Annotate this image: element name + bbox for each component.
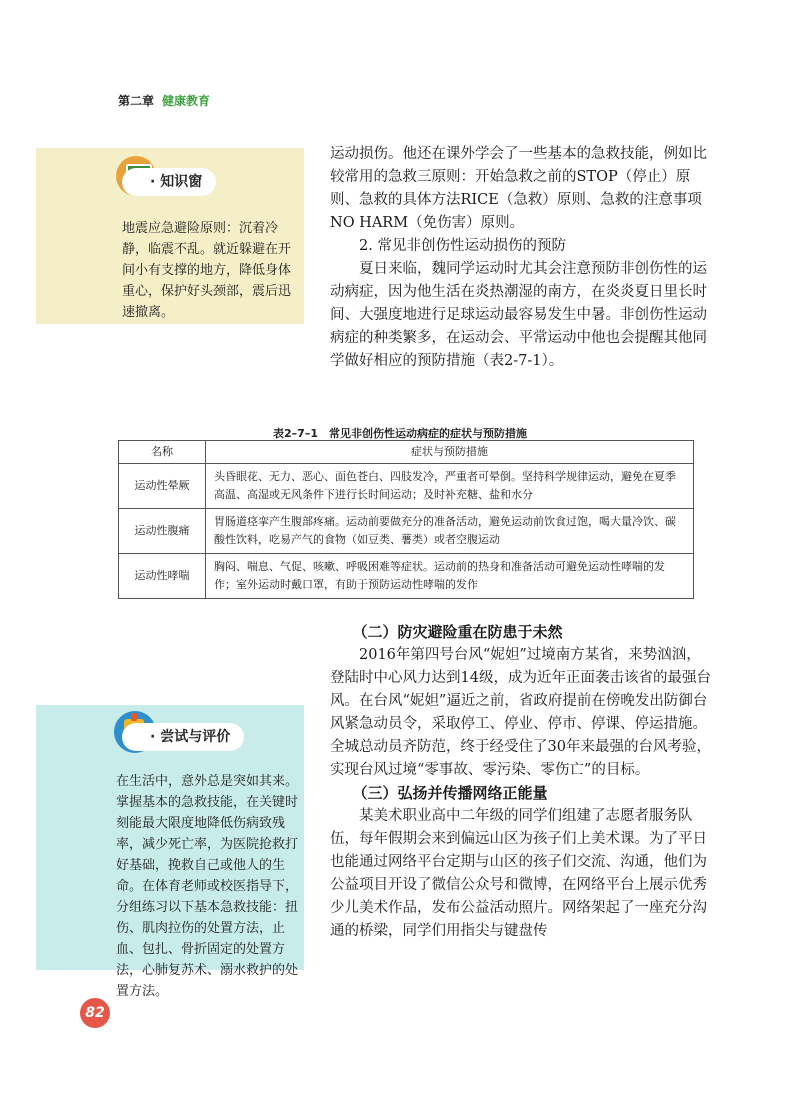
table-row xyxy=(119,509,694,554)
main-text-top xyxy=(330,143,714,373)
paragraph-first-aid: 运动损伤。他还在课外学会了一些基本的急救技能，例如比较常用的急救三原则：开始急救之前的STOP（停止）原则、急救的具体方法RICE（急救）原则、急救的注意事项NO HARM（免伤害）原则。 xyxy=(330,146,707,231)
chapter-topic: 健康教育 xyxy=(162,94,211,108)
section-2-text: 2016年第四号台风“妮妲”过境南方某省，来势汹汹，登陆时中心风力达到14级，成为近年正面袭击该省的最强台风。在台风“妮妲”逼近之前，省政府提前在傍晚发出防御台风紧急动员令，采取停工、停业、停市、停课、停运措施。全城总动员齐防范，终于经受住了30年来最强的台风考验，实现台风过境“零事故、零污染、零伤亡”的目标。 xyxy=(330,647,711,778)
table-header-row xyxy=(119,441,694,464)
section-2-title: （二）防灾避险重在防患于未然 xyxy=(352,623,563,641)
row-name: 运动性晕厥 xyxy=(119,464,206,509)
chapter-label: 第二章 xyxy=(118,94,155,108)
running-header xyxy=(118,92,210,109)
column-header-symptoms: 症状与预防措施 xyxy=(206,441,694,464)
try-and-evaluate-title: · 尝试与评价 xyxy=(122,723,244,751)
row-description: 胸闷、喘息、气促、咳嗽、呼吸困难等症状。运动前的热身和准备活动可避免运动性哮喘的发作；室外运动时戴口罩，有助于预防运动性哮喘的发作 xyxy=(206,554,694,599)
knowledge-window-title: · 知识窗 xyxy=(122,168,216,196)
row-description: 头昏眼花、无力、恶心、面色苍白、四肢发冷，严重者可晕倒。坚持科学规律运动，避免在夏季高温、高湿或无风条件下进行长时间运动；及时补充糖、盐和水分 xyxy=(206,464,694,509)
paragraph-summer: 夏日来临，魏同学运动时尤其会注意预防非创伤性的运动病症，因为他生活在炎热潮湿的南方，在炎炎夏日里长时间、大强度地进行足球运动最容易发生中暑。非创伤性运动病症的种类繁多，在运动会、平常运动中他也会提醒其他同学做好相应的预防措施（表2-7-1）。 xyxy=(330,261,707,369)
try-and-evaluate-text: 在生活中，意外总是突如其来。掌握基本的急救技能，在关键时刻能最大限度地降低伤病致残率，减少死亡率，为医院抢救打好基础，挽救自己或他人的生命。在体育老师或校医指导下，分组练习以下基本急救技能：扭伤、肌肉拉伤的处置方法，止血、包扎、骨折固定的处置方法，心肺复苏术、溺水救护的处置方法。 xyxy=(116,774,299,999)
column-header-name: 名称 xyxy=(119,441,206,464)
try-and-evaluate-box xyxy=(36,705,304,999)
table-row xyxy=(119,554,694,599)
section-3-title: （三）弘扬并传播网络正能量 xyxy=(352,784,548,802)
table-row xyxy=(119,464,694,509)
row-name: 运动性腹痛 xyxy=(119,509,206,554)
section-3-text: 某美术职业高中二年级的同学们组建了志愿者服务队伍，每年假期会来到偏远山区为孩子们上美术课。为了平日也能通过网络平台定期与山区的孩子们交流、沟通，他们为公益项目开设了微信公众号和微博，在网络平台上展示优秀少儿美术作品，发布公益活动照片。网络架起了一座充分沟通的桥梁，同学们用指尖与键盘传 xyxy=(330,808,707,939)
page-number: 82 xyxy=(80,998,110,1028)
row-description: 胃肠道痉挛产生腹部疼痛。运动前要做充分的准备活动，避免运动前饮食过饱，喝大量冷饮、碳酸性饮料，吃易产气的食物（如豆类、薯类）或者空腹运动 xyxy=(206,509,694,554)
main-text-bottom xyxy=(330,621,714,943)
knowledge-window-text: 地震应急避险原则：沉着冷静，临震不乱。就近躲避在开间小有支撑的地方，降低身体重心，保护好头颈部，震后迅速撤离。 xyxy=(122,221,292,320)
row-name: 运动性哮喘 xyxy=(119,554,206,599)
symptom-table xyxy=(118,440,694,599)
table-caption: 表2–7–1 常见非创伤性运动病症的症状与预防措施 xyxy=(273,427,527,440)
subheading-non-traumatic: 2. 常见非创伤性运动损伤的预防 xyxy=(359,238,566,254)
knowledge-window-box xyxy=(36,148,304,324)
